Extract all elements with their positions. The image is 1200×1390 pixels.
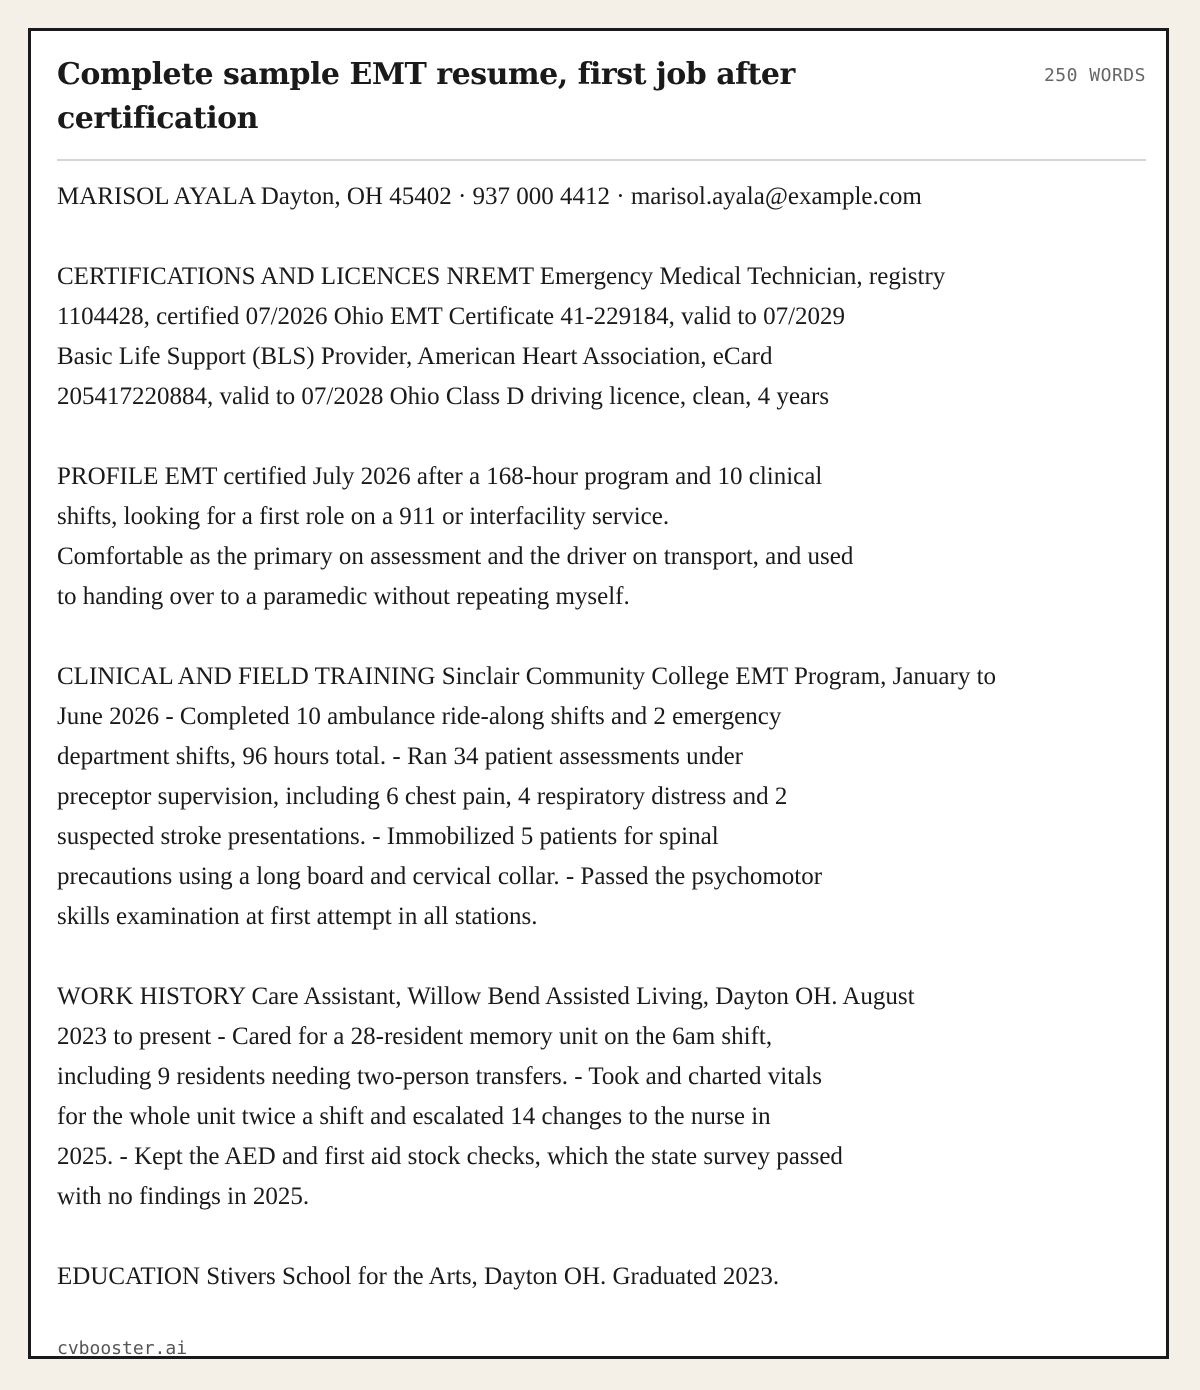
text-line: 2023 to present - Cared for a 28-resident memory unit on the 6am shift, bbox=[57, 1023, 773, 1050]
text-line: preceptor supervision, including 6 chest pain, 4 respiratory distress and 2 bbox=[57, 783, 788, 810]
text-line: Basic Life Support (BLS) Provider, American Heart Association, eCard bbox=[57, 343, 773, 370]
word-count-badge: 250 WORDS bbox=[1043, 65, 1146, 86]
text-line: PROFILE EMT certified July 2026 after a 168-hour program and 10 clinical bbox=[57, 463, 823, 490]
education-paragraph bbox=[57, 1257, 1152, 1297]
text-line: CERTIFICATIONS AND LICENCES NREMT Emergency Medical Technician, registry bbox=[57, 263, 946, 290]
text-line: department shifts, 96 hours total. - Ran 34 patient assessments under bbox=[57, 743, 743, 770]
text-line: 2025. - Kept the AED and first aid stock checks, which the state survey passed bbox=[57, 1143, 843, 1170]
text-line: Comfortable as the primary on assessment and the driver on transport, and used bbox=[57, 543, 854, 570]
text-line: WORK HISTORY Care Assistant, Willow Bend Assisted Living, Dayton OH. August bbox=[57, 983, 915, 1010]
profile-paragraph bbox=[57, 457, 1152, 617]
text-line: June 2026 - Completed 10 ambulance ride-along shifts and 2 emergency bbox=[57, 703, 782, 730]
text-line: MARISOL AYALA Dayton, OH 45402 · 937 000 4412 · marisol.ayala@example.com bbox=[57, 183, 922, 210]
text-line: suspected stroke presentations. - Immobilized 5 patients for spinal bbox=[57, 823, 719, 850]
training-paragraph bbox=[57, 657, 1152, 937]
text-line: 1104428, certified 07/2026 Ohio EMT Certificate 41-229184, valid to 07/2029 bbox=[57, 303, 846, 330]
card-header bbox=[57, 53, 1146, 161]
text-line: skills examination at first attempt in all stations. bbox=[57, 903, 538, 930]
contact-paragraph bbox=[57, 177, 1152, 217]
text-line: shifts, looking for a first role on a 911 or interfacility service. bbox=[57, 503, 670, 530]
resume-body bbox=[57, 177, 1152, 1337]
text-line: including 9 residents needing two-person transfers. - Took and charted vitals bbox=[57, 1063, 822, 1090]
text-line: for the whole unit twice a shift and escalated 14 changes to the nurse in bbox=[57, 1103, 771, 1130]
text-line: EDUCATION Stivers School for the Arts, Dayton OH. Graduated 2023. bbox=[57, 1263, 780, 1290]
text-line: CLINICAL AND FIELD TRAINING Sinclair Community College EMT Program, January to bbox=[57, 663, 997, 690]
text-line: 205417220884, valid to 07/2028 Ohio Class D driving licence, clean, 4 years bbox=[57, 383, 830, 410]
text-line: with no findings in 2025. bbox=[57, 1183, 310, 1210]
resume-card bbox=[28, 28, 1169, 1359]
certifications-paragraph bbox=[57, 257, 1152, 417]
text-line: precautions using a long board and cervical collar. - Passed the psychomotor bbox=[57, 863, 823, 890]
page-title: Complete sample EMT resume, first job after certification bbox=[57, 57, 795, 136]
work-history-paragraph bbox=[57, 977, 1152, 1217]
brand-footer: cvbooster.ai bbox=[57, 1338, 188, 1359]
text-line: to handing over to a paramedic without repeating myself. bbox=[57, 583, 630, 610]
